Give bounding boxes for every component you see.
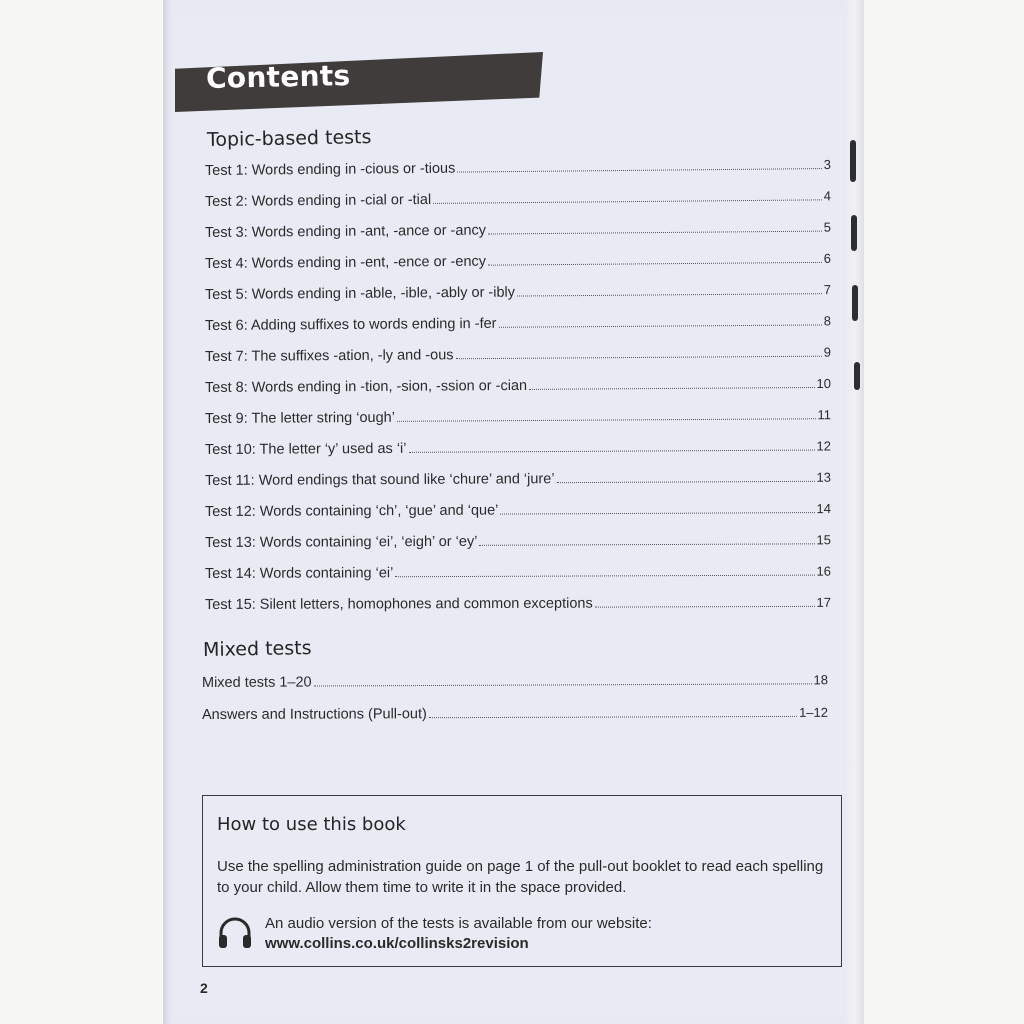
toc-entry-title: Test 9: The letter string ‘ough’ bbox=[204, 409, 395, 427]
scan-background-left bbox=[0, 0, 165, 1024]
toc-entry-page: 7 bbox=[823, 282, 832, 298]
toc-entry bbox=[202, 704, 828, 728]
dot-leader bbox=[500, 512, 814, 515]
toc-entry-title: Test 1: Words ending in -cious or -tious bbox=[204, 160, 456, 179]
toc-entry-page: 16 bbox=[816, 563, 832, 579]
toc-entry-page: 4 bbox=[823, 188, 832, 204]
toc-entry bbox=[205, 376, 831, 402]
toc-entry bbox=[205, 595, 831, 619]
dot-leader bbox=[488, 231, 822, 235]
toc-entry-page: 10 bbox=[816, 375, 832, 391]
section-heading-mixed: Mixed tests bbox=[202, 637, 312, 661]
toc-entry-page: 15 bbox=[816, 532, 832, 548]
toc-entry-page: 11 bbox=[817, 407, 832, 423]
toc-entry-title: Test 11: Word endings that sound like ‘chure’ and ‘jure’ bbox=[204, 471, 555, 489]
dot-leader bbox=[433, 199, 822, 204]
page-number: 2 bbox=[200, 980, 208, 996]
toc-entry-title: Mixed tests 1–20 bbox=[201, 674, 312, 691]
toc-entry-title: Test 5: Words ending in -able, -ible, -ably or -ibly bbox=[204, 284, 516, 303]
edge-mark bbox=[851, 215, 857, 251]
toc-entry bbox=[205, 532, 831, 557]
dot-leader bbox=[517, 293, 822, 296]
toc-entry-title: Test 7: The suffixes -ation, -ly and -ous bbox=[204, 347, 454, 365]
toc-entry-title: Test 4: Words ending in -ent, -ence or -ency bbox=[204, 253, 487, 272]
toc-entry-page: 14 bbox=[816, 500, 832, 517]
headphones-icon bbox=[217, 916, 253, 950]
toc-entry bbox=[205, 313, 831, 340]
section-heading-topic-based: Topic-based tests bbox=[206, 126, 372, 151]
audio-website-link[interactable]: www.collins.co.uk/collinsks2revision bbox=[265, 935, 529, 952]
toc-entry-page: 3 bbox=[823, 156, 832, 173]
toc-entry-title: Test 13: Words containing ‘ei’, ‘eigh’ or ‘ey’ bbox=[204, 533, 478, 551]
toc-entry-page: 8 bbox=[823, 313, 832, 329]
dot-leader bbox=[529, 387, 814, 390]
toc-entry bbox=[205, 345, 831, 371]
toc-entry bbox=[205, 407, 831, 433]
toc-entry-page: 9 bbox=[823, 344, 832, 360]
toc-entry-title: Test 8: Words ending in -tion, -sion, -ssion or -cian bbox=[204, 377, 528, 396]
audio-text: An audio version of the tests is available from our website: bbox=[265, 915, 652, 932]
dot-leader bbox=[595, 606, 815, 608]
toc-entry-title: Test 14: Words containing ‘ei’ bbox=[204, 565, 394, 582]
toc-entry bbox=[205, 564, 831, 588]
toc-entry-page: 18 bbox=[813, 672, 829, 688]
dot-leader bbox=[457, 168, 821, 172]
toc-entry-page: 6 bbox=[823, 250, 832, 266]
scan-background-right bbox=[858, 0, 1024, 1024]
edge-mark bbox=[852, 285, 858, 321]
dot-leader bbox=[488, 262, 822, 266]
dot-leader bbox=[395, 575, 814, 578]
toc-entry-title: Test 3: Words ending in -ant, -ance or -ancy bbox=[204, 222, 487, 241]
dot-leader bbox=[499, 324, 822, 327]
edge-mark bbox=[850, 140, 856, 182]
toc-entry-title: Test 12: Words containing ‘ch’, ‘gue’ and ‘que’ bbox=[204, 502, 499, 520]
edge-mark bbox=[854, 362, 860, 390]
toc-entry-page: 12 bbox=[816, 438, 832, 454]
next-page-edge bbox=[842, 0, 864, 1024]
toc-entry-title: Answers and Instructions (Pull-out) bbox=[201, 705, 427, 723]
dot-leader bbox=[408, 450, 814, 453]
toc-entry-page: 5 bbox=[823, 219, 832, 235]
toc-entry-page: 13 bbox=[816, 469, 832, 485]
toc-entry-page: 1–12 bbox=[799, 704, 829, 720]
toc-entry-page: 17 bbox=[816, 594, 832, 610]
toc-entry-title: Test 15: Silent letters, homophones and common exceptions bbox=[204, 595, 593, 613]
toc-entry-title: Test 6: Adding suffixes to words ending in -fer bbox=[204, 315, 497, 334]
dot-leader bbox=[456, 356, 822, 360]
toc-entry bbox=[205, 501, 831, 526]
toc-entry-title: Test 10: The letter ‘y’ used as ‘i’ bbox=[204, 440, 407, 458]
dot-leader bbox=[314, 683, 812, 686]
dot-leader bbox=[397, 418, 816, 422]
toc-entry-title: Test 2: Words ending in -cial or -tial bbox=[204, 191, 432, 210]
dot-leader bbox=[557, 481, 815, 483]
how-to-title: How to use this book bbox=[217, 814, 406, 835]
toc-entry bbox=[205, 470, 831, 495]
dot-leader bbox=[429, 715, 797, 717]
audio-info bbox=[265, 914, 825, 954]
toc-entry bbox=[202, 672, 828, 697]
toc-entry bbox=[205, 438, 831, 464]
dot-leader bbox=[479, 543, 814, 545]
page-title: Contents bbox=[205, 58, 351, 95]
how-to-use-box bbox=[202, 795, 842, 967]
how-to-body: Use the spelling administration guide on page 1 of the pull-out booklet to read each spelling to your child. Allow them time to write it in the space provided. bbox=[217, 858, 824, 896]
